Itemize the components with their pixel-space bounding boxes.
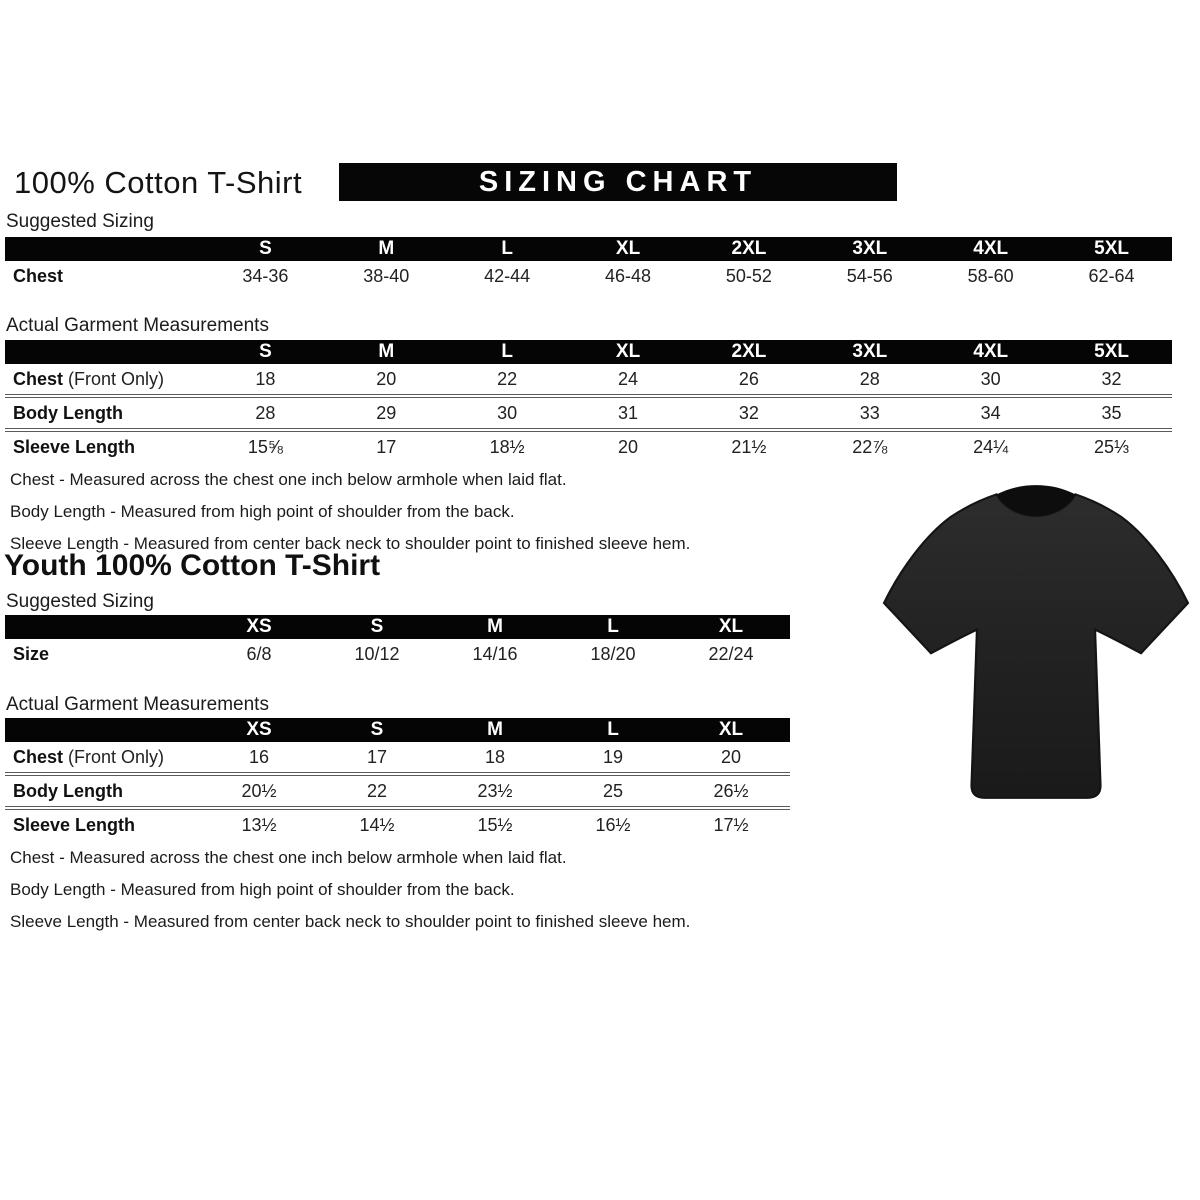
size-cell: 6/8 bbox=[246, 643, 272, 664]
adult-actual-measurements-table bbox=[5, 340, 1172, 462]
size-cell: 16 bbox=[248, 746, 270, 767]
size-cell: 34 bbox=[930, 396, 1051, 430]
column-header: S bbox=[318, 615, 436, 639]
size-cell: 22⅞ bbox=[809, 430, 930, 462]
size-cell: 46-48 bbox=[605, 265, 652, 286]
size-cell: 50-52 bbox=[725, 265, 772, 286]
size-cell: 13½ bbox=[200, 808, 318, 840]
size-cell: 10/12 bbox=[354, 643, 400, 664]
size-cell: 24¼ bbox=[930, 430, 1051, 462]
size-cell: 18½ bbox=[447, 430, 568, 462]
column-header: 2XL bbox=[689, 237, 810, 261]
size-cell: 15½ bbox=[436, 808, 554, 840]
size-cell: 23½ bbox=[436, 774, 554, 808]
column-header: XL bbox=[568, 340, 689, 364]
row-label: Chest (Front Only) bbox=[13, 368, 165, 389]
table-row-chest bbox=[5, 742, 790, 774]
header-row bbox=[5, 615, 790, 639]
column-header: 5XL bbox=[1051, 340, 1172, 364]
column-header: 4XL bbox=[930, 237, 1051, 261]
corner-cell bbox=[5, 718, 200, 742]
size-cell: 14/16 bbox=[472, 643, 518, 664]
table-row-size bbox=[5, 639, 790, 669]
column-header: S bbox=[205, 237, 326, 261]
table-row bbox=[5, 261, 1172, 291]
size-cell: 62-64 bbox=[1088, 265, 1135, 286]
size-cell: 31 bbox=[568, 396, 689, 430]
row-label: Sleeve Length bbox=[5, 430, 205, 462]
size-cell: 32 bbox=[1101, 368, 1122, 389]
size-cell: 18 bbox=[484, 746, 506, 767]
size-cell: 22 bbox=[497, 368, 518, 389]
header-row bbox=[5, 718, 790, 742]
note-sleeve-length: Sleeve Length - Measured from center back neck to shoulder point to finished sleeve hem. bbox=[10, 534, 691, 553]
table-row-sleeve-length bbox=[5, 430, 1172, 462]
column-header: 3XL bbox=[809, 340, 930, 364]
youth-section-title: Youth 100% Cotton T-Shirt bbox=[4, 549, 381, 582]
size-cell: 30 bbox=[980, 368, 1001, 389]
table-row-sleeve-length bbox=[5, 808, 790, 840]
size-cell: 25 bbox=[554, 774, 672, 808]
page-title: 100% Cotton T-Shirt bbox=[14, 165, 303, 200]
sizing-chart-banner bbox=[339, 163, 897, 201]
row-label: Sleeve Length bbox=[5, 808, 200, 840]
table-row-chest bbox=[5, 364, 1172, 396]
column-header: 2XL bbox=[689, 340, 810, 364]
note-body-length: Body Length - Measured from high point of shoulder from the back. bbox=[10, 880, 515, 899]
youth-suggested-sizing-label: Suggested Sizing bbox=[6, 591, 154, 612]
note-chest: Chest - Measured across the chest one inch below armhole when laid flat. bbox=[10, 848, 567, 867]
column-header: M bbox=[436, 718, 554, 742]
column-header: XL bbox=[672, 718, 790, 742]
header-row bbox=[5, 237, 1172, 261]
black-tshirt-image bbox=[872, 478, 1200, 806]
youth-suggested-sizing-table bbox=[5, 615, 790, 669]
column-header: L bbox=[447, 237, 568, 261]
size-cell: 34-36 bbox=[242, 265, 289, 286]
size-cell: 28 bbox=[859, 368, 880, 389]
row-label: Chest bbox=[13, 265, 64, 286]
row-label: Size bbox=[13, 643, 50, 664]
column-header: XS bbox=[200, 718, 318, 742]
tshirt-body bbox=[884, 494, 1188, 797]
size-cell: 38-40 bbox=[363, 265, 410, 286]
row-label: Chest (Front Only) bbox=[13, 746, 165, 767]
note-body-length: Body Length - Measured from high point of shoulder from the back. bbox=[10, 502, 515, 521]
row-label: Body Length bbox=[5, 396, 205, 430]
size-cell: 18 bbox=[255, 368, 276, 389]
column-header: XL bbox=[568, 237, 689, 261]
size-cell: 26½ bbox=[672, 774, 790, 808]
adult-measurement-notes bbox=[10, 464, 690, 560]
youth-actual-measurements-label: Actual Garment Measurements bbox=[6, 694, 269, 715]
size-cell: 58-60 bbox=[967, 265, 1014, 286]
size-cell: 22/24 bbox=[708, 643, 754, 664]
size-cell: 24 bbox=[618, 368, 639, 389]
sizing-chart-banner-text: SIZING CHART bbox=[478, 165, 758, 198]
row-label: Body Length bbox=[5, 774, 200, 808]
column-header: S bbox=[205, 340, 326, 364]
size-cell: 15⅝ bbox=[205, 430, 326, 462]
size-cell: 33 bbox=[809, 396, 930, 430]
column-header: S bbox=[318, 718, 436, 742]
size-cell: 20½ bbox=[200, 774, 318, 808]
column-header: XL bbox=[672, 615, 790, 639]
size-cell: 19 bbox=[602, 746, 624, 767]
size-cell: 25⅓ bbox=[1051, 430, 1172, 462]
size-cell: 26 bbox=[738, 368, 759, 389]
column-header: L bbox=[554, 718, 672, 742]
size-cell: 18/20 bbox=[590, 643, 636, 664]
size-cell: 42-44 bbox=[484, 265, 531, 286]
size-cell: 54-56 bbox=[846, 265, 893, 286]
table-row-body-length bbox=[5, 774, 790, 808]
note-sleeve-length: Sleeve Length - Measured from center back neck to shoulder point to finished sleeve hem. bbox=[10, 912, 691, 931]
size-cell: 17½ bbox=[672, 808, 790, 840]
column-header: M bbox=[326, 237, 447, 261]
size-cell: 28 bbox=[205, 396, 326, 430]
column-header: 3XL bbox=[809, 237, 930, 261]
size-cell: 32 bbox=[689, 396, 810, 430]
size-cell: 17 bbox=[326, 430, 447, 462]
size-cell: 21½ bbox=[689, 430, 810, 462]
column-header: L bbox=[554, 615, 672, 639]
adult-suggested-sizing-label: Suggested Sizing bbox=[6, 211, 154, 232]
adult-actual-measurements-label: Actual Garment Measurements bbox=[6, 315, 269, 336]
column-header: 5XL bbox=[1051, 237, 1172, 261]
size-cell: 22 bbox=[318, 774, 436, 808]
youth-measurement-notes bbox=[10, 842, 690, 938]
corner-cell bbox=[5, 340, 205, 364]
size-cell: 29 bbox=[326, 396, 447, 430]
column-header: M bbox=[436, 615, 554, 639]
column-header: L bbox=[447, 340, 568, 364]
header-row bbox=[5, 340, 1172, 364]
table-row-body-length bbox=[5, 396, 1172, 430]
size-cell: 17 bbox=[366, 746, 388, 767]
size-cell: 16½ bbox=[554, 808, 672, 840]
corner-cell bbox=[5, 237, 205, 261]
size-cell: 35 bbox=[1051, 396, 1172, 430]
column-header: 4XL bbox=[930, 340, 1051, 364]
column-header: M bbox=[326, 340, 447, 364]
size-cell: 20 bbox=[568, 430, 689, 462]
size-cell: 14½ bbox=[318, 808, 436, 840]
size-cell: 30 bbox=[447, 396, 568, 430]
adult-suggested-sizing-table bbox=[5, 237, 1172, 291]
size-cell: 20 bbox=[720, 746, 742, 767]
note-chest: Chest - Measured across the chest one inch below armhole when laid flat. bbox=[10, 470, 567, 489]
column-header: XS bbox=[200, 615, 318, 639]
youth-actual-measurements-table bbox=[5, 718, 790, 840]
size-cell: 20 bbox=[376, 368, 397, 389]
corner-cell bbox=[5, 615, 200, 639]
